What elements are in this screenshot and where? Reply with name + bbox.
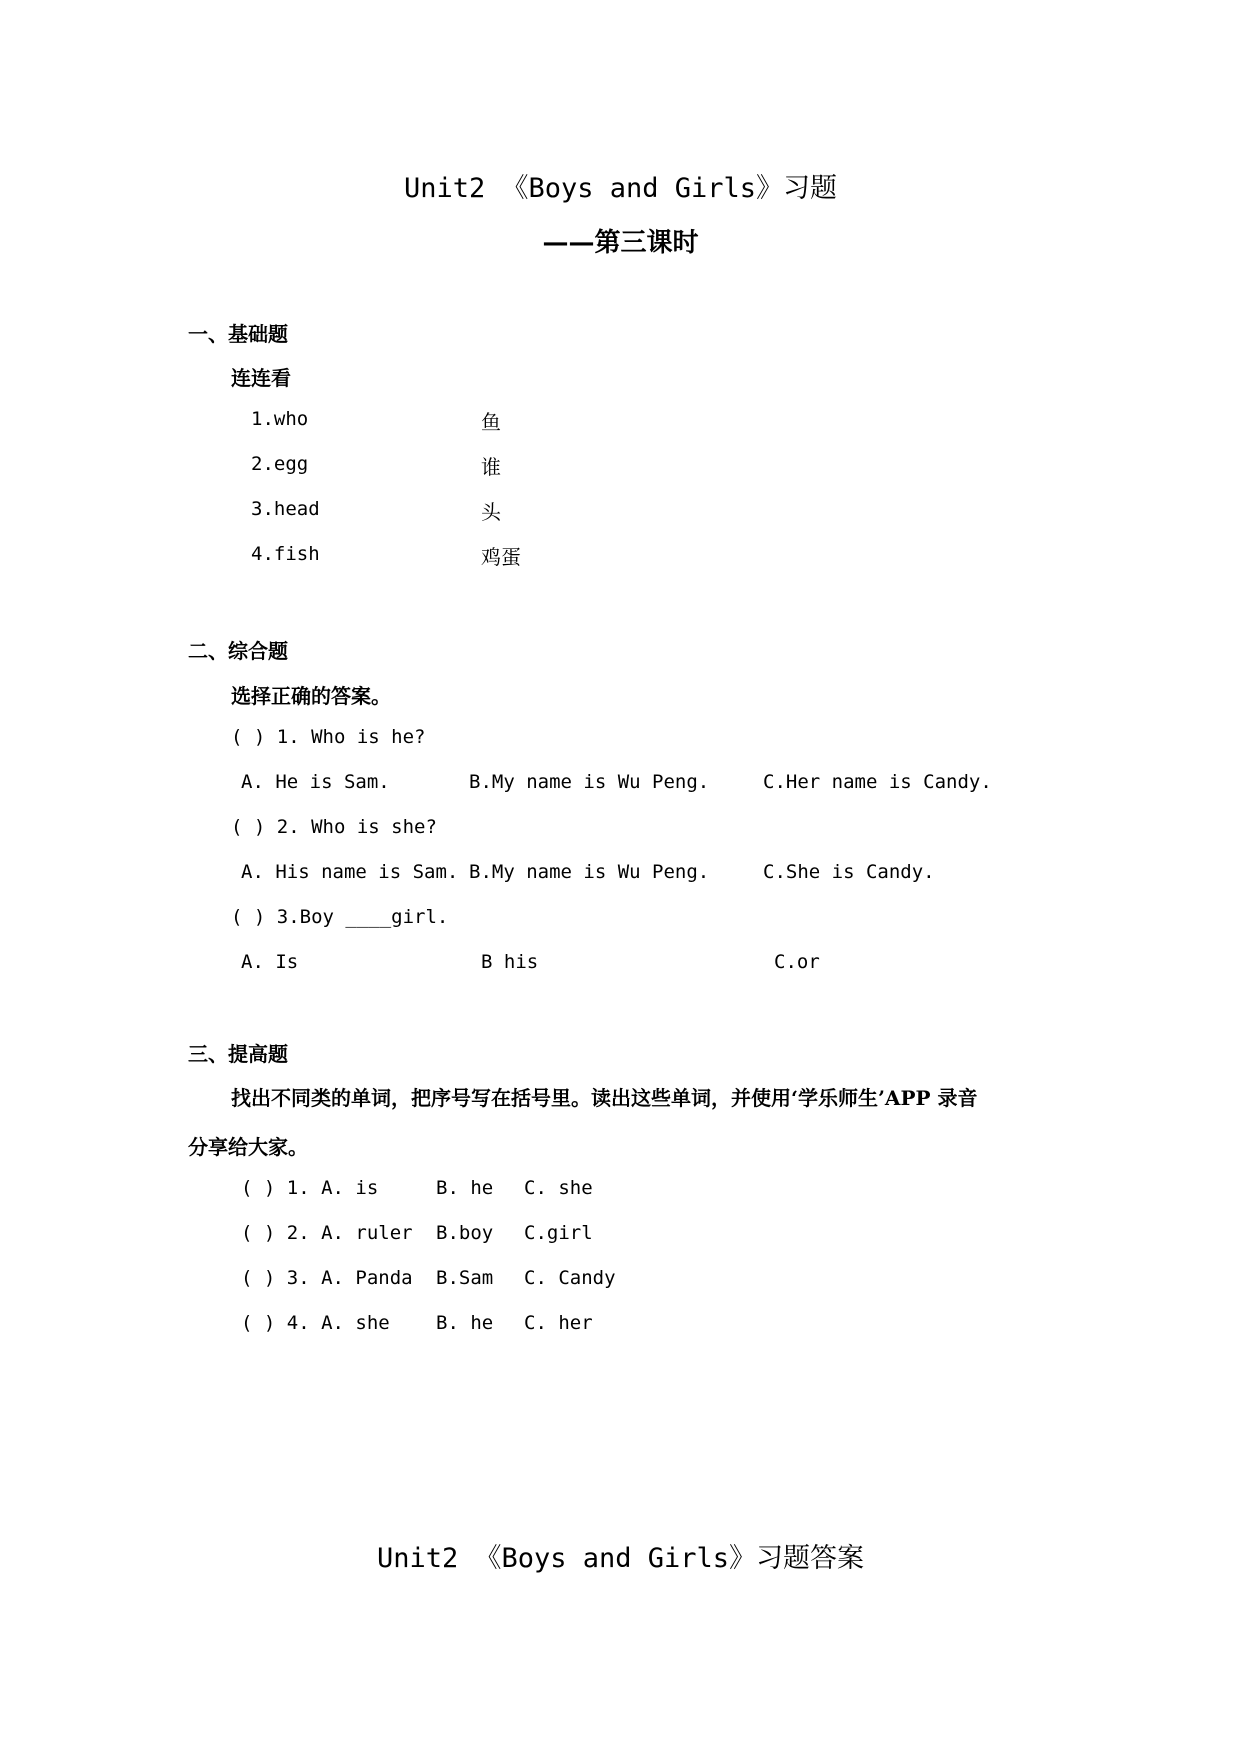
section3-heading: 三、提高题 <box>188 1042 288 1066</box>
question-3-stem: ( ) 3.Boy ____girl. <box>231 906 449 928</box>
odd-one-out-1: ( ) 1. A. is <box>241 1177 379 1199</box>
section1-instruction: 连连看 <box>231 366 291 390</box>
odd-one-out-4: ( ) 4. A. she <box>241 1312 390 1334</box>
question-2-option-a: A. His name is Sam. <box>241 861 459 883</box>
match-right-3: 头 <box>481 500 501 524</box>
question-3-option-a: A. Is <box>241 951 299 973</box>
odd-one-out-2-option-c: C.girl <box>524 1222 593 1244</box>
question-1-option-b: B.My name is Wu Peng. <box>469 771 710 793</box>
section3-instruction-line1: 找出不同类的单词，把序号写在括号里。读出这些单词，并使用‘学乐师生’APP 录音 <box>231 1086 978 1110</box>
question-1-option-c: C.Her name is Candy. <box>763 771 992 793</box>
match-left-4: 4.fish <box>251 543 320 565</box>
question-2-option-b: B.My name is Wu Peng. <box>469 861 710 883</box>
page-subtitle: ——第三课时 <box>542 228 699 258</box>
match-right-2: 谁 <box>481 455 501 479</box>
match-left-3: 3.head <box>251 498 320 520</box>
odd-one-out-2: ( ) 2. A. ruler <box>241 1222 413 1244</box>
odd-one-out-3-option-b: B.Sam <box>436 1267 494 1289</box>
section1-heading: 一、基础题 <box>188 322 288 346</box>
match-right-4: 鸡蛋 <box>481 545 521 569</box>
question-1-option-a: A. He is Sam. <box>241 771 390 793</box>
match-left-1: 1.who <box>251 408 309 430</box>
question-3-option-c: C.or <box>774 951 820 973</box>
match-right-1: 鱼 <box>481 410 501 434</box>
question-3-option-b: B his <box>481 951 539 973</box>
page-title: Unit2 《Boys and Girls》习题 <box>403 173 838 204</box>
odd-one-out-4-option-c: C. her <box>524 1312 593 1334</box>
section3-instruction-line2: 分享给大家。 <box>188 1135 308 1159</box>
match-left-2: 2.egg <box>251 453 309 475</box>
section2-instruction: 选择正确的答案。 <box>231 684 391 708</box>
odd-one-out-1-option-c: C. she <box>524 1177 593 1199</box>
odd-one-out-3: ( ) 3. A. Panda <box>241 1267 413 1289</box>
odd-one-out-4-option-b: B. he <box>436 1312 494 1334</box>
odd-one-out-3-option-c: C. Candy <box>524 1267 616 1289</box>
answer-title: Unit2 《Boys and Girls》习题答案 <box>376 1543 865 1574</box>
question-2-stem: ( ) 2. Who is she? <box>231 816 437 838</box>
odd-one-out-1-option-b: B. he <box>436 1177 494 1199</box>
section2-heading: 二、综合题 <box>188 639 288 663</box>
question-1-stem: ( ) 1. Who is he? <box>231 726 426 748</box>
question-2-option-c: C.She is Candy. <box>763 861 935 883</box>
odd-one-out-2-option-b: B.boy <box>436 1222 494 1244</box>
